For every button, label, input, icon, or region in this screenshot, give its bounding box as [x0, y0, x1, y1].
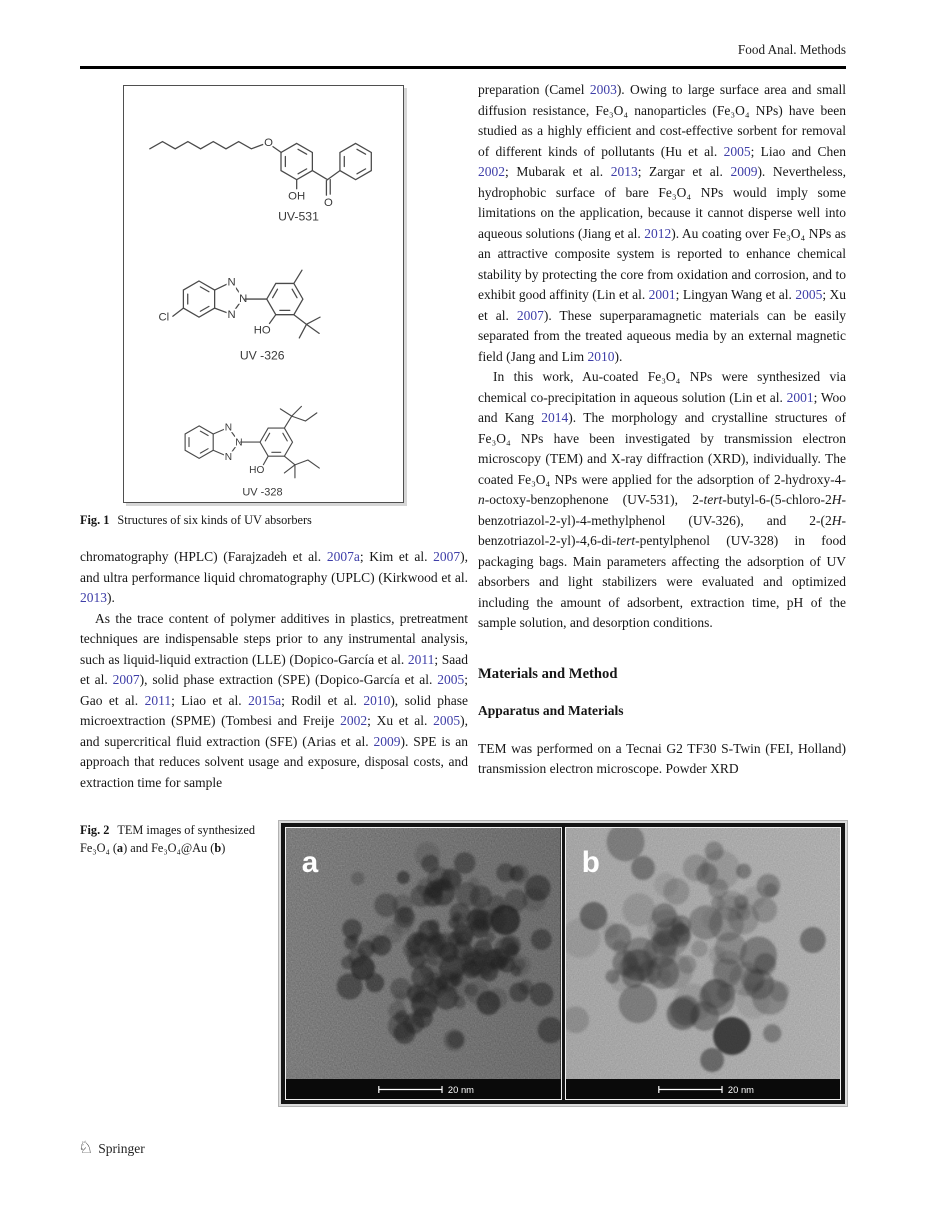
header-rule — [80, 66, 846, 69]
left-column-text — [80, 547, 468, 793]
svg-text:20 nm: 20 nm — [447, 1084, 475, 1097]
springer-logo-icon: ♘ — [78, 1138, 94, 1158]
citation-link[interactable]: 2007a — [326, 549, 360, 564]
citation-link[interactable]: 2011 — [407, 651, 435, 667]
paragraph: TEM was performed on a Tecnai G2 TF30 S-Twin (FEI, Holland) transmission electron microscope. Powder XRD — [478, 740, 846, 776]
citation-link[interactable]: 2005 — [723, 143, 751, 159]
section-heading: Materials and Method — [478, 665, 618, 682]
atom-cl: Cl — [158, 311, 170, 324]
tem-panel-a — [285, 827, 562, 1100]
atom-n2: N — [235, 437, 243, 449]
paragraph: Fig. 2 TEM images of synthesized Fe₃O₄ (a) and Fe₃O₄@Au (b) — [80, 823, 256, 855]
citation-link[interactable]: 2001 — [786, 389, 814, 405]
uv531-structure — [124, 89, 405, 225]
atom-n2: N — [239, 292, 248, 305]
paragraph: Fig. 1 Structures of six kinds of UV absorbers — [80, 513, 312, 527]
atom-oh: OH — [288, 190, 306, 203]
atom-ho: HO — [249, 464, 265, 476]
subsection-heading: Apparatus and Materials — [478, 703, 624, 718]
structure-label-uv531: UV-531 — [278, 209, 319, 224]
uv328-structure — [124, 365, 405, 503]
citation-link[interactable]: 2001 — [648, 287, 676, 302]
figure1-caption — [80, 512, 462, 530]
figure2-tem-images — [278, 820, 848, 1107]
citation-link[interactable]: 2013 — [80, 590, 107, 605]
atom-n3: N — [227, 309, 236, 322]
paragraph: chromatography (HPLC) (Farajzadeh et al. 2007a; Kim et al. 2007), and ultra performance liquid chromatography (UPLC) (Kirkwood et al. 2013). — [80, 549, 468, 605]
figure2-caption — [80, 822, 278, 857]
citation-link[interactable]: 2011 — [144, 692, 172, 708]
structure-label-uv328: UV -328 — [242, 486, 283, 499]
journal-title: Food Anal. Methods — [737, 42, 846, 57]
citation-link[interactable]: 2007 — [112, 672, 140, 687]
citation-link[interactable]: 2003 — [589, 82, 617, 97]
atom-n1: N — [224, 422, 233, 434]
paragraph: As the trace content of polymer additives in plastics, pretreatment techniques are indispensable steps prior to any instrumental analysis, such as liquid-liquid extraction (LLE) (Dopico-García et al. 2011; Saad et al. 2007), solid phase extraction (SPE) (Dopico-García et al. 2005; Gao et al. 2011; Liao et al. 2015a; Rodil et al. 2010), solid phase microextraction (SPME) (Tombesi and Freije 2002; Xu et al. 2005), and supercritical fluid extraction (SFE) (Arias et al. 2009). SPE is an approach that reduces solvent usage and exposure, disposal costs, and extraction time for sample — [80, 610, 468, 790]
citation-link[interactable]: 2012 — [644, 225, 672, 241]
atom-ho: HO — [253, 324, 271, 337]
method-text — [478, 739, 846, 780]
atom-o: O — [264, 137, 273, 150]
citation-link[interactable]: 2005 — [437, 672, 465, 687]
citation-link[interactable]: 2009 — [730, 164, 758, 179]
svg-text:20 nm: 20 nm — [727, 1084, 754, 1097]
citation-link[interactable]: 2013 — [610, 164, 638, 179]
citation-link[interactable]: 2015a — [248, 692, 282, 708]
structure-label-uv326: UV -326 — [239, 348, 285, 363]
citation-link[interactable]: 2014 — [541, 410, 569, 425]
citation-link[interactable]: 2010 — [363, 692, 391, 708]
right-column-text — [478, 80, 846, 780]
tem-panel-b — [565, 827, 842, 1100]
publisher-footer — [78, 1140, 145, 1157]
right-column-intro — [478, 80, 846, 634]
paragraph: preparation (Camel 2003). Owing to large surface area and small diffusion resistance, Fe₃O₄ nanoparticles (Fe₃O₄ NPs) have been studied as a highly efficient and cost-effective sorbent for removal of different kinds of pollutants (Hu et al. 2005; Liao and Chen 2002; Mubarak et al. 2013; Zargar et al. 2009). Nevertheless, hydrophobic surface of bare Fe₃O₄ NPs would imply some limitations on the application, because it cannot disperse well into aqueous solutions (Jiang et al. 2012). Au coating over Fe₃O₄ NPs as an attractive composite system is reported to enhance chemical stability by protecting the core from oxidation and corrosion, and to exhibit good affinity (Lin et al. 2001; Lingyan Wang et al. 2005; Xu et al. 2007). These superparamagnetic materials can be easily separated from the treated aqueous media by an external magnetic field (Jang and Lim 2010). — [478, 82, 847, 364]
citation-link[interactable]: 2010 — [587, 348, 615, 364]
citation-link[interactable]: 2002 — [478, 164, 505, 179]
panel-letter-a: a — [301, 845, 319, 880]
publisher-name: Springer — [98, 1140, 145, 1156]
paragraph: In this work, Au-coated Fe₃O₄ NPs were synthesized via chemical co-precipitation in aqueous solution (Lin et al. 2001; Woo and Kang 2014). The morphology and crystalline structures of Fe₃O₄ NPs have been investigated by transmission electron microscopy (TEM) and X-ray diffraction (XRD), individually. The coated Fe₃O₄ NPs were applied for the adsorption of 2-hydroxy-4-n-octoxy-benzophenone (UV-531), 2-tert-butyl-6-(5-chloro-2H-benzotriazol-2-yl)-4-methylphenol (UV-326), and 2-(2H-benzotriazol-2-yl)-4,6-di-tert-pentylphenol (UV-328) in food packaging bags. Main parameters affecting the adsorption of UV absorbers and light stabilizers were evaluated and optimized including the amount of adsorbent, extraction time, pH of the sample solution, and desorption conditions. — [478, 369, 847, 630]
panel-letter-b: b — [581, 845, 600, 880]
citation-link[interactable]: 2007 — [516, 307, 544, 323]
atom-carbonyl-o: O — [324, 196, 333, 209]
citation-link[interactable]: 2005 — [433, 713, 461, 728]
citation-link[interactable]: 2009 — [373, 733, 401, 749]
atom-n3: N — [224, 451, 233, 463]
tem-frame — [281, 823, 845, 1104]
citation-link[interactable]: 2005 — [795, 287, 823, 302]
citation-link[interactable]: 2002 — [340, 713, 368, 728]
citation-link[interactable]: 2007 — [433, 549, 461, 564]
figure1-box — [123, 85, 404, 503]
atom-n1: N — [227, 276, 236, 289]
uv326-structure — [124, 225, 405, 365]
